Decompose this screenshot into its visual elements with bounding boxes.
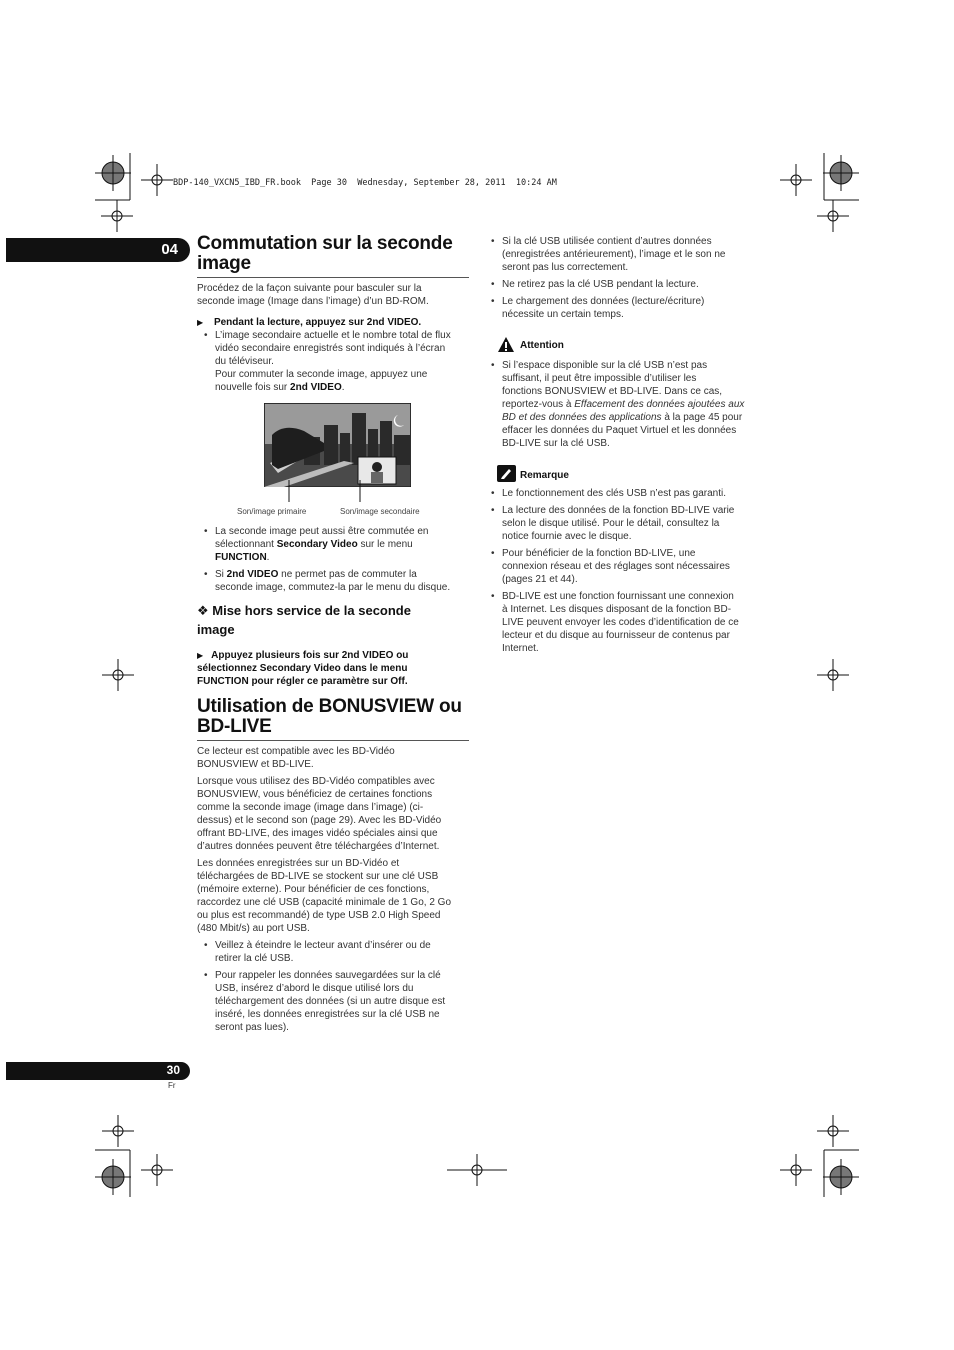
text-line: fonctions BONUSVIEW et BD-LIVE. Dans ce cas, bbox=[502, 386, 723, 397]
key-name: 2nd VIDEO bbox=[290, 382, 342, 393]
bullet-item bbox=[502, 487, 726, 500]
text-line bbox=[197, 649, 408, 662]
text-line: ou plus est recommandé) de type USB 2.0 High Speed bbox=[197, 910, 441, 921]
chapter-tab bbox=[6, 238, 190, 262]
text-span: sélectionnant bbox=[215, 539, 277, 550]
text-span: . bbox=[266, 552, 270, 563]
text-span: ne permet pas de commuter la bbox=[278, 569, 417, 580]
bullet-item bbox=[502, 359, 744, 450]
text-line: téléchargement des données (si un autre disque est bbox=[215, 996, 446, 1007]
text-line: téléchargées de BD-LIVE se stockent sur une clé USB bbox=[197, 871, 439, 882]
text-line: USB, insérez d’abord le disque utilisé lors du bbox=[215, 983, 414, 994]
text-line: selon le disque utilisé. Pour le détail, consultez la bbox=[502, 518, 720, 529]
step-arrow-icon: ▶ bbox=[197, 318, 204, 327]
caption-primary: Son/image primaire bbox=[237, 507, 307, 516]
bullet-item bbox=[215, 329, 451, 394]
text-span: . bbox=[341, 382, 345, 393]
bullet-item bbox=[215, 939, 431, 965]
text-line: seconde image (Image dans l’image) d’un BD-ROM. bbox=[197, 296, 429, 307]
text-span: sur le menu bbox=[357, 539, 413, 550]
text-line: LIVE peuvent envoyer les codes d’identification de ce bbox=[502, 617, 739, 628]
text-line: • L’image secondaire actuelle et le nombre total de flux bbox=[215, 330, 451, 341]
cross-reference: Effacement des données ajoutées aux bbox=[574, 399, 745, 410]
text-line: Internet. bbox=[502, 643, 539, 654]
text-line: Ce lecteur est compatible avec les BD-Vidéo bbox=[197, 746, 395, 757]
bullet-item bbox=[215, 525, 428, 564]
paragraph bbox=[197, 857, 451, 935]
note-pencil-icon bbox=[497, 465, 516, 482]
text-line: Lorsque vous utilisez des BD-Vidéo compatibles avec bbox=[197, 776, 435, 787]
bullet-item bbox=[215, 969, 445, 1034]
text-line: (480 Mbit/s) au port USB. bbox=[197, 923, 310, 934]
text-line: • Ne retirez pas la clé USB pendant la lecture. bbox=[502, 279, 699, 290]
bullet-item bbox=[502, 278, 699, 291]
text-line: offrant BD-LIVE, des images vidéo spéciales ainsi que bbox=[197, 828, 438, 839]
text-line: BONUSVIEW, vous bénéficiez de certaines fonctions bbox=[197, 789, 433, 800]
pip-illustration bbox=[264, 403, 411, 487]
text-line bbox=[215, 551, 428, 564]
text-line: sélectionnez Secondary Video dans le menu bbox=[197, 663, 408, 674]
section-title-line: Commutation sur la seconde bbox=[197, 233, 453, 254]
chapter-number: 04 bbox=[161, 241, 178, 258]
text-line: • La seconde image peut aussi être commutée en bbox=[215, 526, 429, 537]
bullet-item bbox=[502, 235, 725, 274]
text-line: (mémoire externe). Pour bénéficier de ces fonctions, bbox=[197, 884, 430, 895]
paragraph bbox=[197, 775, 441, 853]
text-line: dessus) et le second son (page 29). Avec les BD-Vidéo bbox=[197, 815, 442, 826]
text-line: • Pour rappeler les données sauvegardées sur la clé bbox=[215, 970, 441, 981]
text-line: • Le fonctionnement des clés USB n’est pas garanti. bbox=[502, 488, 727, 499]
text-line: seront pas lues). bbox=[215, 1022, 289, 1033]
text-line bbox=[502, 411, 744, 424]
text-span: Appuyez plusieurs fois sur 2nd VIDEO ou bbox=[211, 650, 409, 661]
caption-secondary: Son/image secondaire bbox=[340, 507, 420, 516]
text-line: • La lecture des données de la fonction BD-LIVE varie bbox=[502, 505, 735, 516]
key-name: 2nd VIDEO bbox=[226, 569, 279, 580]
text-span: nouvelle fois sur bbox=[215, 382, 291, 393]
paragraph bbox=[197, 745, 395, 771]
text-line: connexion réseau et des réglages sont nécessaires bbox=[502, 561, 730, 572]
bullet-item bbox=[215, 568, 450, 594]
caption-leader-lines bbox=[280, 480, 380, 504]
language-code: Fr bbox=[168, 1081, 176, 1090]
section-title-line: BD-LIVE bbox=[197, 716, 272, 737]
text-line: comme la seconde image (image dans l’image) (ci- bbox=[197, 802, 424, 813]
text-line: Pour commuter la seconde image, appuyez une bbox=[215, 369, 428, 380]
step-arrow-icon: ▶ bbox=[197, 651, 204, 660]
text-line: ❖ Mise hors service de la seconde bbox=[197, 603, 411, 618]
text-line: seront pas lus correctement. bbox=[502, 262, 629, 273]
bullet-item bbox=[502, 295, 704, 321]
text-line: du téléviseur. bbox=[215, 356, 274, 367]
section-title-commutation bbox=[197, 234, 453, 274]
text-line: (enregistrées antérieurement), l’image et le son ne bbox=[502, 249, 726, 260]
bullet-item bbox=[502, 504, 734, 543]
menu-name: FUNCTION bbox=[215, 552, 267, 563]
text-line: • Pour bénéficier de la fonction BD-LIVE, une bbox=[502, 548, 696, 559]
text-span: reportez-vous à bbox=[502, 399, 575, 410]
section-title-line: Utilisation de BONUSVIEW ou bbox=[197, 696, 462, 717]
text-line: raccordez une clé USB (capacité minimale de 1 Go, 2 Go bbox=[197, 897, 452, 908]
text-line: d’autres données peuvent être téléchargées d’Internet. bbox=[197, 841, 440, 852]
text-line: effacer les données du Paquet Virtuel et les données bbox=[502, 425, 737, 436]
step-instruction bbox=[197, 316, 421, 329]
step-instruction bbox=[197, 649, 408, 688]
bullet-item bbox=[502, 590, 739, 655]
subsection-title bbox=[197, 601, 411, 639]
text-line: inséré, les données enregistrées sur la clé USB ne bbox=[215, 1009, 440, 1020]
print-header: BDP-140_VXCN5_IBD_FR.book Page 30 Wednesday, September 28, 2011 10:24 AM bbox=[173, 178, 557, 188]
text-line: FUNCTION pour régler ce paramètre sur Off. bbox=[197, 676, 408, 687]
text-line: à Internet. Les disques disposant de la fonction BD- bbox=[502, 604, 732, 615]
intro-paragraph bbox=[197, 282, 429, 308]
text-line: nécessite un certain temps. bbox=[502, 309, 624, 320]
text-line: lecteur et du disque au fournisseur de contenus par bbox=[502, 630, 730, 641]
text-line: • Veillez à éteindre le lecteur avant d’insérer ou de bbox=[215, 940, 431, 951]
text-span: à la page 45 pour bbox=[661, 412, 743, 423]
text-line: BONUSVIEW et BD-LIVE. bbox=[197, 759, 314, 770]
cross-reference: BD et des données des applications bbox=[502, 412, 662, 423]
warning-icon bbox=[497, 336, 515, 353]
text-line: seconde image, commutez-la par le menu du disque. bbox=[215, 582, 451, 593]
title-rule bbox=[197, 740, 469, 741]
text-line bbox=[215, 381, 451, 394]
remarque-title: Remarque bbox=[520, 470, 569, 481]
text-line: Procédez de la façon suivante pour basculer sur la bbox=[197, 283, 422, 294]
text-span: Si bbox=[215, 569, 227, 580]
page-number-tab bbox=[6, 1062, 190, 1080]
text-line: vidéo secondaire enregistrés sont indiqués à l’écran bbox=[215, 343, 446, 354]
text-line bbox=[502, 398, 744, 411]
text-line bbox=[215, 568, 450, 581]
text-line: image bbox=[197, 622, 235, 637]
page-number: 30 bbox=[166, 1063, 180, 1077]
text-line: suffisant, il peut être impossible d’utiliser les bbox=[502, 373, 697, 384]
text-line: • Si la clé USB utilisée contient d’autres données bbox=[502, 236, 712, 247]
title-rule bbox=[197, 277, 469, 278]
text-line: notice fournie avec le disque. bbox=[502, 531, 632, 542]
bullet-item bbox=[502, 547, 730, 586]
text-line: • Le chargement des données (lecture/écriture) bbox=[502, 296, 705, 307]
section-title-bonusview bbox=[197, 697, 462, 737]
attention-title: Attention bbox=[520, 340, 564, 351]
text-line: (pages 21 et 44). bbox=[502, 574, 578, 585]
text-line: • Si l’espace disponible sur la clé USB n’est pas bbox=[502, 360, 708, 371]
menu-item-name: Secondary Video bbox=[276, 539, 358, 550]
text-line: retirer la clé USB. bbox=[215, 953, 294, 964]
step-label: Pendant la lecture, appuyez sur 2nd VIDEO. bbox=[213, 317, 422, 328]
text-line: Les données enregistrées sur un BD-Vidéo et bbox=[197, 858, 400, 869]
text-line: • BD-LIVE est une fonction fournissant une connexion bbox=[502, 591, 734, 602]
section-title-line: image bbox=[197, 253, 251, 274]
text-line bbox=[215, 538, 428, 551]
text-line: BD-LIVE sur la clé USB. bbox=[502, 438, 610, 449]
